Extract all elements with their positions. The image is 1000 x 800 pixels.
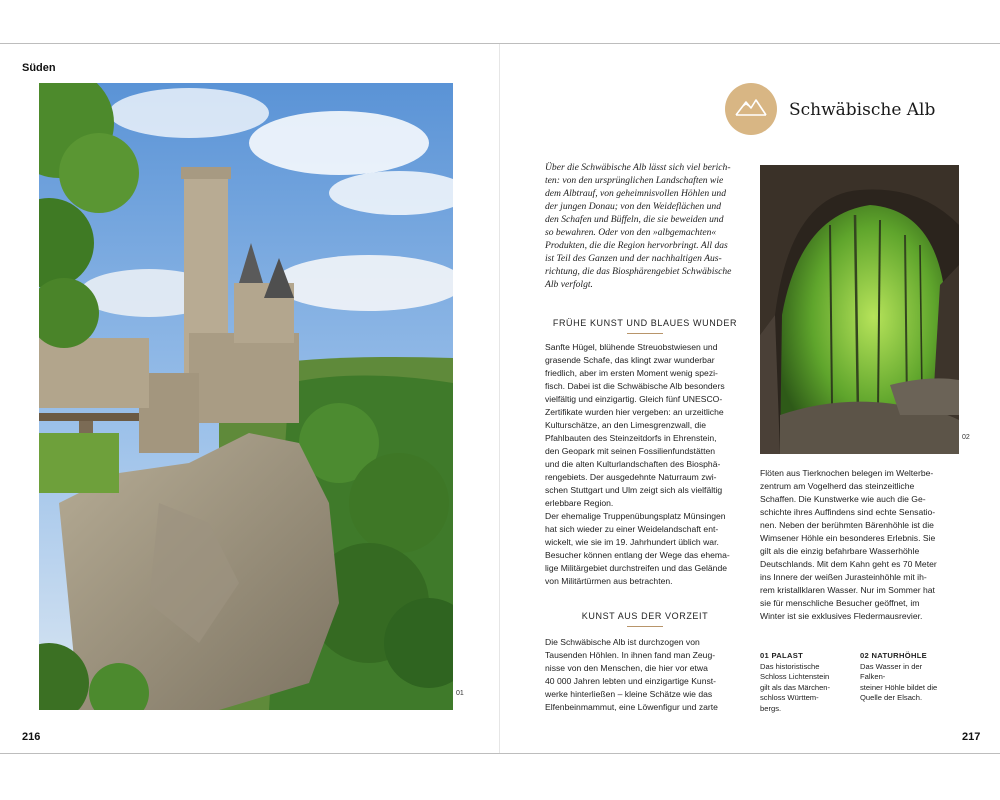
body-line: rem kristallklaren Wasser. Nur im Sommer hat — [760, 585, 935, 595]
body-line: Tausenden Höhlen. In ihnen fand man Zeug- — [545, 650, 716, 660]
caption-title: 01 PALAST — [760, 651, 804, 660]
body-column-2 — [545, 636, 745, 714]
body-line: und die alten Kulturlandschaften des Biosphä- — [545, 459, 721, 469]
body-line: schen Stuttgart und Ulm zeigt sich als vielfältig — [545, 485, 723, 495]
body-line: den Geopark mit seinen Fossilienfundstätten — [545, 446, 716, 456]
subhead-fruehe-kunst: FRÜHE KUNST UND BLAUES WUNDER — [545, 318, 745, 334]
body-column-3 — [760, 467, 960, 623]
region-title: Schwäbische Alb — [789, 100, 936, 120]
body-line: Winter ist sie exklusives Fledermausrevier. — [760, 611, 923, 621]
body-line: nisse von den Menschen, die hier vor etwa — [545, 663, 708, 673]
caption-line: steiner Höhle bildet die — [860, 682, 938, 692]
caption-naturhoehle — [860, 651, 948, 704]
body-line: Zertifikate wurden hier vergeben: an urzeitliche — [545, 407, 724, 417]
body-line: gilt als die einzig befahrbare Wasserhöhle — [760, 546, 920, 556]
intro-line: Über die Schwäbische Alb lässt sich viel berich- — [545, 162, 731, 173]
body-line: Sanfte Hügel, blühende Streuobstwiesen und — [545, 342, 718, 352]
body-line: friedlich, aber im ersten Moment wenig spezi- — [545, 368, 718, 378]
caption-palast — [760, 651, 848, 714]
intro-line: Alb verfolgt. — [545, 279, 593, 290]
body-line: Wimsener Höhle ein besonderes Erlebnis. Sie — [760, 533, 936, 543]
body-line: sie für menschliche Besucher geöffnet, im — [760, 598, 920, 608]
body-line: Flöten aus Tierknochen belegen im Welterbe- — [760, 468, 934, 478]
body-line: von Militärtürmen aus betrachten. — [545, 576, 673, 586]
figure-number-02: 02 — [962, 434, 970, 441]
body-line: Kulturschätze, an den Limesgrenzwall, die — [545, 420, 706, 430]
body-line: Schaffen. Die Kunstwerke wie auch die Ge- — [760, 494, 926, 504]
caption-line: Das historistische — [760, 661, 820, 671]
section-label: Süden — [22, 62, 56, 74]
body-line: lige Militärgebiet durchstreifen und das Gelände — [545, 563, 728, 573]
body-line: hat sich wieder zu einer Weidelandschaft ent- — [545, 524, 719, 534]
body-line: Der ehemalige Truppenübungsplatz Münsingen — [545, 511, 726, 521]
page-gutter — [499, 44, 500, 753]
castle-photo — [39, 83, 453, 710]
body-line: grasende Schafe, das klingt zwar wunderbar — [545, 355, 715, 365]
body-line: werke hinterließen – kleine Schätze wie das — [545, 689, 713, 699]
body-line: Besucher können entlang der Wege das ehema- — [545, 550, 730, 560]
intro-line: ten: von den ursprünglichen Landschaften wie — [545, 175, 724, 186]
cave-photo — [760, 165, 959, 454]
caption-line: Quelle der Elsach. — [860, 693, 923, 702]
body-line: ins Innere der weißen Jurasteinhöhle mit ih- — [760, 572, 927, 582]
intro-line: ist Teil des Ganzen und der nachhaltigen Aus- — [545, 253, 722, 264]
intro-line: den Schafen und Büffeln, die sie beweiden und — [545, 214, 724, 225]
book-spread — [0, 43, 1000, 754]
body-line: zentrum am Vogelherd das steinzeitliche — [760, 481, 915, 491]
body-line: nen. Neben der berühmten Bärenhöhle ist die — [760, 520, 934, 530]
figure-number-01: 01 — [456, 690, 464, 697]
caption-line: gilt als das Märchen- — [760, 682, 831, 692]
page-number-left: 216 — [22, 731, 41, 743]
caption-line: schloss Württem- — [760, 693, 819, 702]
body-line: Deutschlands. Mit dem Kahn geht es 70 Meter — [760, 559, 937, 569]
intro-line: so bewahren. Oder von den »albgemachten« — [545, 227, 717, 238]
body-column-1 — [545, 341, 745, 588]
page-number-right: 217 — [962, 731, 981, 743]
intro-paragraph — [545, 161, 741, 291]
caption-line: Schloss Lichtenstein — [760, 672, 830, 681]
mountain-icon — [734, 96, 768, 123]
intro-line: richtung, die das Biosphärengebiet Schwäbische — [545, 266, 732, 277]
body-line: vielfältig und einzigartig. Gleich fünf UNESCO- — [545, 394, 723, 404]
body-line: Die Schwäbische Alb ist durchzogen von — [545, 637, 700, 647]
intro-line: der jungen Donau; von den Weideflächen und — [545, 201, 722, 212]
body-line: fisch. Dabei ist die Schwäbische Alb besonders — [545, 381, 725, 391]
body-line: wickelt, wie sie im 19. Jahrhundert üblich war. — [545, 537, 719, 547]
body-line: 40 000 Jahren lebten und einzigartige Kunst- — [545, 676, 717, 686]
body-line: schichte ihres Auffindens sind echte Sensatio- — [760, 507, 936, 517]
intro-line: Produkten, die die Region hervorbringt. All das — [545, 240, 728, 251]
body-line: Elfenbeinmammut, eine Löwenfigur und zarte — [545, 702, 718, 712]
subhead-kunst-vorzeit: KUNST AUS DER VORZEIT — [545, 611, 745, 627]
body-line: Pfahlbauten des Steinzeitdorfs in Ehrenstein, — [545, 433, 717, 443]
body-line: erlebbare Region. — [545, 498, 614, 508]
region-emblem — [725, 83, 777, 135]
caption-line: Das Wasser in der Falken- — [860, 661, 923, 681]
caption-title: 02 NATURHÖHLE — [860, 651, 928, 660]
intro-line: dem Albtrauf, von geheimnisvollen Höhlen und — [545, 188, 727, 199]
caption-line: bergs. — [760, 703, 782, 713]
body-line: rengebiets. Der ausgedehnte Naturraum zwi- — [545, 472, 717, 482]
